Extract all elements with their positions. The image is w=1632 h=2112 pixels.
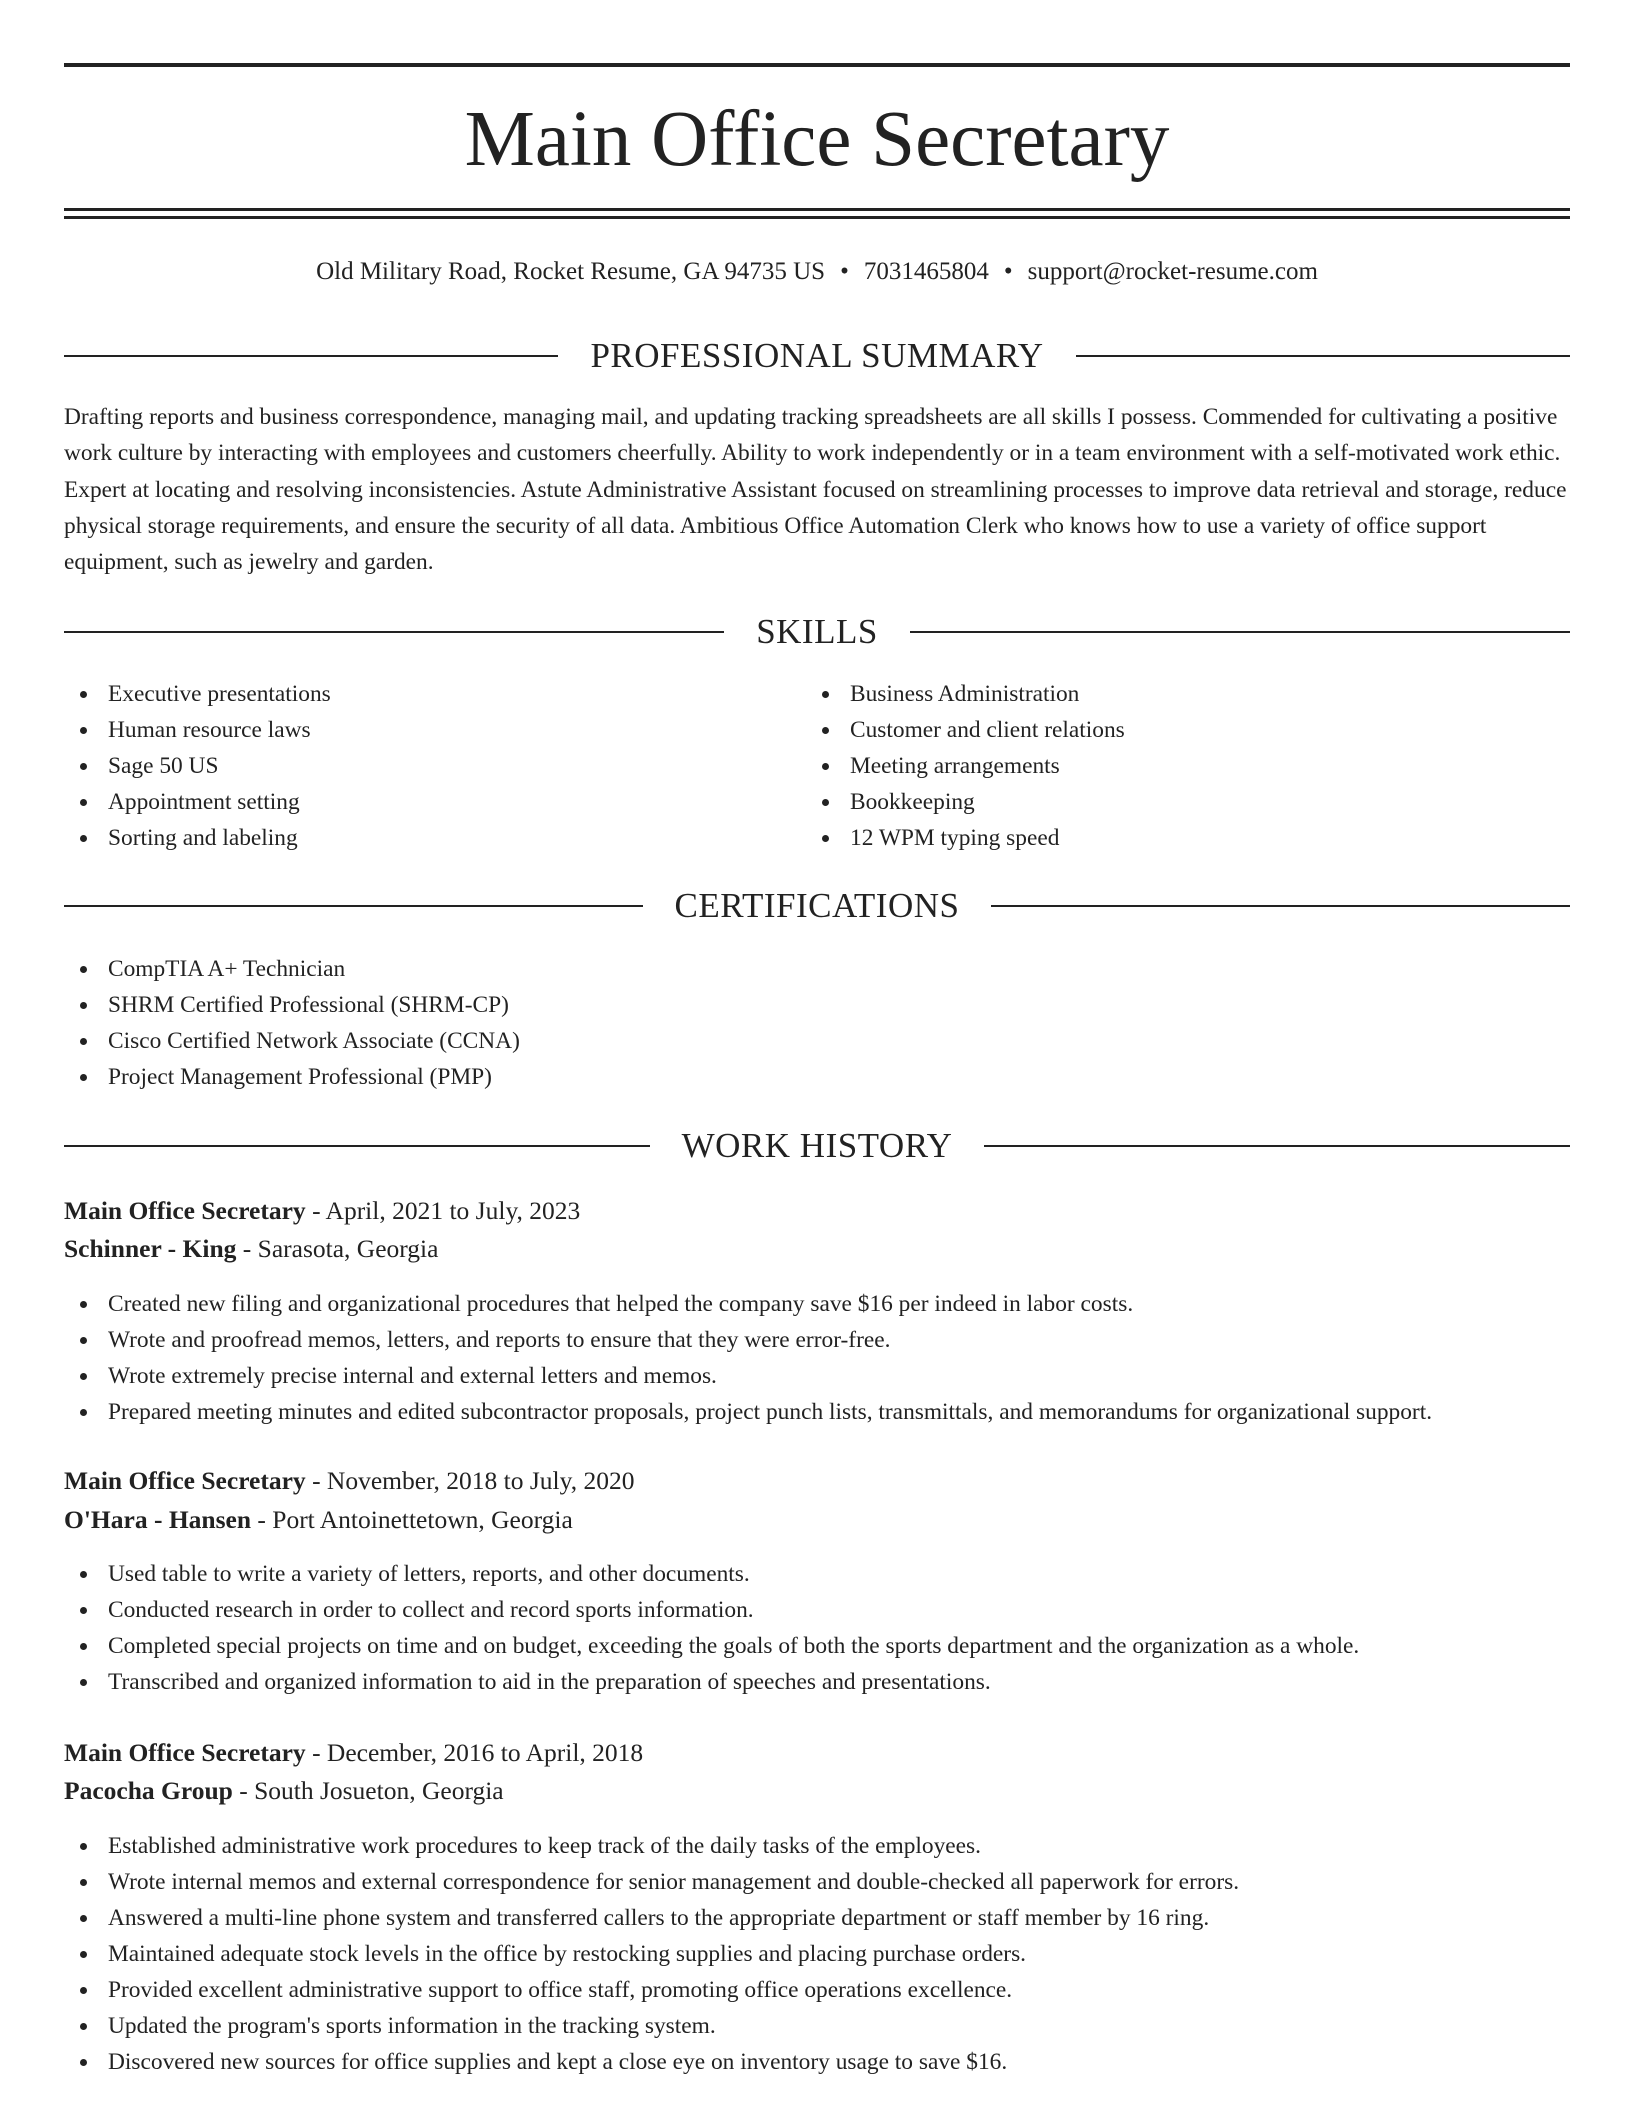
job-bullet: Discovered new sources for office supplies and kept a close eye on inventory usage to save $16. xyxy=(64,2044,1239,2080)
job-bullet: Conducted research in order to collect and record sports information. xyxy=(64,1592,1359,1628)
section-header-certifications xyxy=(64,884,1570,928)
job-title: Main Office Secretary xyxy=(64,1196,306,1225)
section-title: WORK HISTORY xyxy=(681,1126,953,1165)
job-location: - South Josueton, Georgia xyxy=(232,1776,504,1805)
section-header-skills xyxy=(64,610,1570,654)
job-company: O'Hara - Hansen xyxy=(64,1505,252,1534)
skill-item: 12 WPM typing speed xyxy=(806,820,1125,856)
certification-item: Project Management Professional (PMP) xyxy=(64,1059,520,1095)
double-rule xyxy=(64,208,1570,219)
job-dates: - November, 2018 to July, 2020 xyxy=(305,1466,635,1495)
skills-list-right xyxy=(806,676,1125,856)
job-title-line xyxy=(64,1462,1570,1500)
resume-name: Main Office Secretary xyxy=(464,96,1170,183)
job-company: Pacocha Group xyxy=(64,1776,233,1805)
job-bullets xyxy=(64,1286,1432,1430)
skill-item: Sage 50 US xyxy=(64,748,331,784)
job-bullet: Established administrative work procedures to keep track of the daily tasks of the employees. xyxy=(64,1828,1239,1864)
skills-list-left xyxy=(64,676,331,856)
contact-separator: • xyxy=(1003,258,1013,285)
certification-item: SHRM Certified Professional (SHRM-CP) xyxy=(64,987,520,1023)
skill-item: Appointment setting xyxy=(64,784,331,820)
job-company-line xyxy=(64,1772,1570,1810)
job-bullet: Completed special projects on time and on budget, exceeding the goals of both the sports department and the organization as a whole. xyxy=(64,1628,1359,1664)
skill-item: Bookkeeping xyxy=(806,784,1125,820)
section-header-work-history xyxy=(64,1124,1570,1168)
job-bullets xyxy=(64,1828,1239,2080)
contact-line xyxy=(64,254,1570,290)
section-title: SKILLS xyxy=(756,612,878,651)
job-bullet: Prepared meeting minutes and edited subcontractor proposals, project punch lists, transmittals, and memorandums for organizational support. xyxy=(64,1394,1432,1430)
section-title: PROFESSIONAL SUMMARY xyxy=(590,336,1044,375)
summary-text: Drafting reports and business correspondence, managing mail, and updating tracking spreadsheets are all skills I possess. Commended for cultivating a positive work culture by interacting with employees and customers cheerfully. Ability to work independently or in a team environment with a self-motivated work ethic. Expert at locating and resolving inconsistencies. Astute Administrative Assistant focused on streamlining processes to improve data retrieval and storage, reduce physical storage requirements, and ensure the security of all data. Ambitious Office Automation Clerk who knows how to use a variety of office support equipment, such as jewelry and garden. xyxy=(64,404,1567,576)
job-title-line xyxy=(64,1734,1570,1772)
job-title-line xyxy=(64,1192,1570,1230)
section-rule xyxy=(64,355,558,357)
section-rule xyxy=(991,905,1570,907)
top-rule xyxy=(64,63,1570,67)
contact-phone: 7031465804 xyxy=(863,258,989,285)
job-bullet: Updated the program's sports information in the tracking system. xyxy=(64,2008,1239,2044)
job-location: - Sarasota, Georgia xyxy=(236,1234,439,1263)
skill-item: Sorting and labeling xyxy=(64,820,331,856)
skill-item: Business Administration xyxy=(806,676,1125,712)
job-company: Schinner - King xyxy=(64,1234,237,1263)
section-rule xyxy=(984,1145,1570,1147)
section-rule xyxy=(64,1145,650,1147)
job-company-line xyxy=(64,1501,1570,1539)
section-rule xyxy=(1076,355,1570,357)
job-dates: - December, 2016 to April, 2018 xyxy=(305,1738,644,1767)
job-bullet: Maintained adequate stock levels in the office by restocking supplies and placing purchase orders. xyxy=(64,1936,1239,1972)
job-bullet: Used table to write a variety of letters, reports, and other documents. xyxy=(64,1556,1359,1592)
section-rule xyxy=(64,905,643,907)
job-company-line xyxy=(64,1230,1570,1268)
job-bullet: Wrote and proofread memos, letters, and reports to ensure that they were error-free. xyxy=(64,1322,1432,1358)
section-rule xyxy=(64,631,724,633)
contact-address: Old Military Road, Rocket Resume, GA 94735 US xyxy=(316,258,826,285)
section-title: CERTIFICATIONS xyxy=(674,886,960,925)
job-bullet: Answered a multi-line phone system and transferred callers to the appropriate department or staff member by 16 ring. xyxy=(64,1900,1239,1936)
contact-separator: • xyxy=(840,258,849,285)
job-bullet: Transcribed and organized information to aid in the preparation of speeches and presentations. xyxy=(64,1664,1359,1700)
skill-item: Customer and client relations xyxy=(806,712,1125,748)
certification-item: Cisco Certified Network Associate (CCNA) xyxy=(64,1023,520,1059)
job-title: Main Office Secretary xyxy=(64,1738,306,1767)
job-location: - Port Antoinettetown, Georgia xyxy=(251,1505,573,1534)
job-bullet: Provided excellent administrative support to office staff, promoting office operations excellence. xyxy=(64,1972,1239,2008)
section-rule xyxy=(910,631,1570,633)
job-title: Main Office Secretary xyxy=(64,1466,306,1495)
skill-item: Executive presentations xyxy=(64,676,331,712)
skill-item: Meeting arrangements xyxy=(806,748,1125,784)
skill-item: Human resource laws xyxy=(64,712,331,748)
certifications-list xyxy=(64,951,520,1095)
job-bullet: Created new filing and organizational procedures that helped the company save $16 per indeed in labor costs. xyxy=(64,1286,1432,1322)
job-bullet: Wrote extremely precise internal and external letters and memos. xyxy=(64,1358,1432,1394)
section-header-summary xyxy=(64,334,1570,378)
job-dates: - April, 2021 to July, 2023 xyxy=(305,1196,581,1225)
job-bullets xyxy=(64,1556,1359,1700)
certification-item: CompTIA A+ Technician xyxy=(64,951,520,987)
job-bullet: Wrote internal memos and external correspondence for senior management and double-checked all paperwork for errors. xyxy=(64,1864,1239,1900)
contact-email: support@rocket-resume.com xyxy=(1027,258,1318,285)
